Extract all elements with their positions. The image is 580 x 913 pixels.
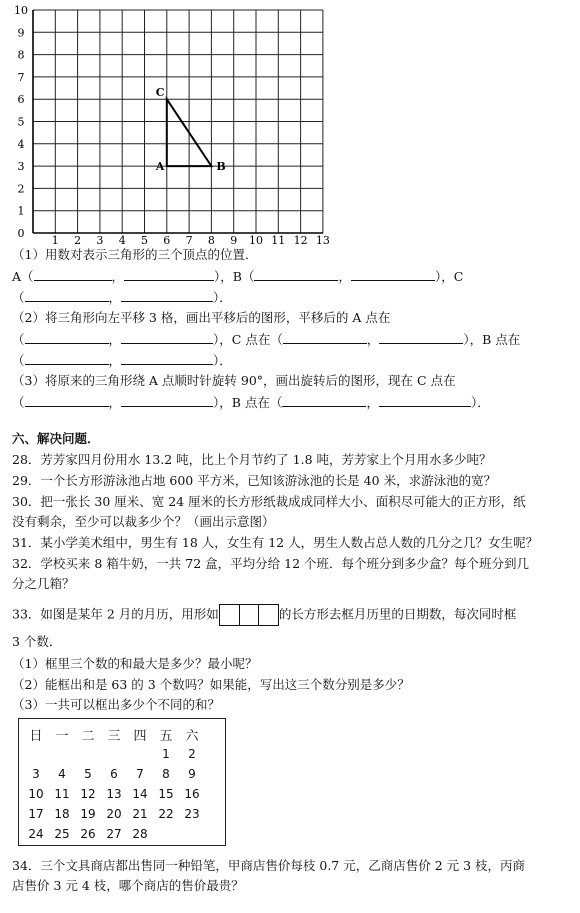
calendar-day: 11: [54, 787, 70, 801]
y-tick-label: 7: [17, 70, 25, 84]
answer-blank[interactable]: [121, 394, 213, 407]
answer-blank[interactable]: [121, 331, 213, 344]
calendar-day: 19: [80, 807, 96, 821]
answer-blank[interactable]: [34, 268, 112, 281]
x-tick-label: 7: [185, 234, 193, 247]
calendar-day: 24: [28, 827, 44, 841]
calendar-day: 26: [80, 827, 96, 841]
calendar-week-row: [23, 747, 205, 761]
y-tick-label: 1: [17, 204, 25, 218]
calendar-weekday: 四: [133, 729, 147, 744]
q1-answer-line-2: （ ， ）．: [12, 290, 232, 305]
q1-answer-line: A（ ， ），B（ ， ），C: [12, 269, 464, 284]
y-tick-label: 6: [17, 93, 25, 107]
calendar-day: 23: [184, 807, 200, 821]
calendar-day: 20: [106, 807, 122, 821]
question-33-part-1: （1）框里三个数的和最大是多少？最小呢？: [12, 656, 258, 671]
calendar-day: 3: [32, 767, 40, 781]
answer-blank[interactable]: [25, 331, 109, 344]
calendar-day: 17: [28, 807, 44, 821]
x-tick-label: 5: [141, 234, 148, 247]
calendar-day: 12: [80, 787, 96, 801]
y-tick-label: 10: [14, 4, 28, 17]
question-32-line-1: 32．学校买来 8 箱牛奶，一共 72 盒，平均分给 12 个班．每个班分到多少盒？每个班分到几: [12, 556, 530, 571]
calendar-weekday: 二: [81, 729, 95, 744]
answer-blank[interactable]: [379, 331, 463, 344]
answer-blank[interactable]: [254, 268, 338, 281]
answer-blank[interactable]: [121, 289, 213, 302]
calendar-week-row: [23, 767, 205, 781]
question-34-line-2: 店售价 3 元 4 枝，哪个商店的售价最贵？: [12, 878, 244, 893]
q1-text: （1）用数对表示三角形的三个顶点的位置．: [12, 247, 258, 262]
coordinate-grid: [0, 0, 340, 250]
q3-text: （3）将原来的三角形绕 A 点顺时针旋转 90°，画出旋转后的图形，现在 C 点在: [12, 373, 456, 388]
x-tick-label: 3: [96, 234, 104, 247]
calendar-day: 25: [54, 827, 70, 841]
y-tick-label: 5: [17, 115, 25, 129]
y-tick-label: 0: [17, 227, 25, 240]
calendar-weekday-header: [23, 725, 205, 744]
calendar-week-row: [23, 787, 205, 801]
question-33-part-3: （3）一共可以框出多少个不同的和？: [12, 697, 220, 712]
calendar-day: 9: [188, 767, 196, 781]
calendar-day: 22: [158, 807, 174, 821]
answer-blank[interactable]: [121, 352, 213, 365]
calendar-day: 27: [106, 827, 122, 841]
y-tick-label: 8: [17, 48, 25, 62]
answer-blank[interactable]: [25, 352, 109, 365]
x-tick-label: 4: [118, 234, 126, 247]
calendar-day: 10: [28, 787, 44, 801]
calendar-day: 16: [184, 787, 200, 801]
calendar-day: 28: [132, 827, 148, 841]
y-tick-label: 2: [17, 182, 25, 196]
q2-answer-line-2: （ ， ）．: [12, 353, 232, 368]
x-tick-label: 2: [74, 234, 82, 247]
calendar-day: 13: [106, 787, 122, 801]
calendar-day: 6: [110, 767, 118, 781]
answer-blank[interactable]: [25, 289, 109, 302]
question-33-part-2: （2）能框出和是 63 的 3 个数吗？如果能，写出这三个数分别是多少？: [12, 677, 410, 692]
calendar-week-row: [23, 807, 205, 821]
calendar-day: 18: [54, 807, 70, 821]
calendar-day: 15: [158, 787, 174, 801]
y-tick-label: 3: [17, 160, 25, 174]
x-tick-label: 12: [293, 234, 308, 247]
frame-shape-icon: [219, 604, 279, 626]
calendar-day: 14: [132, 787, 148, 801]
question-32-line-2: 分之几箱？: [12, 576, 75, 591]
calendar-week-row: [23, 827, 205, 841]
answer-blank[interactable]: [351, 268, 435, 281]
vertex-label: A: [155, 160, 165, 174]
calendar-day: 5: [84, 767, 92, 781]
question-30-line-1: 30．把一张长 30 厘米、宽 24 厘米的长方形纸裁成成同样大小、面积尽可能大的正方形，纸: [12, 494, 526, 509]
question-30-line-2: 没有剩余，至少可以裁多少个？（画出示意图）: [12, 514, 275, 529]
x-tick-label: 8: [207, 234, 215, 247]
answer-blank[interactable]: [25, 394, 109, 407]
q3-answer-line: （ ， ），B 点在（ ， ）．: [12, 395, 490, 410]
x-tick-label: 6: [163, 234, 171, 247]
x-tick-label: 10: [249, 234, 263, 247]
section-title: 六、解决问题．: [12, 431, 100, 446]
question-29: 29．一个长方形游泳池占地 600 平方米，已知该游泳池的长是 40 米，求游泳池的宽？: [12, 473, 497, 488]
answer-blank[interactable]: [379, 394, 471, 407]
x-tick-label: 11: [271, 234, 286, 247]
calendar-weekday: 六: [185, 729, 199, 744]
calendar-weekday: 一: [55, 729, 69, 744]
calendar-weekday: 五: [159, 729, 173, 744]
y-tick-label: 9: [17, 26, 25, 40]
vertex-label: C: [155, 86, 165, 100]
question-28: 28．芳芳家四月份用水 13.2 吨，比上个月节约了 1.8 吨，芳芳家上个月用水多少吨？: [12, 452, 492, 467]
calendar-day: 21: [132, 807, 148, 821]
calendar-day: 7: [136, 767, 144, 781]
vertex-label: B: [216, 160, 226, 174]
y-tick-label: 4: [17, 137, 25, 151]
x-tick-label: 1: [51, 234, 59, 247]
calendar-day: 8: [162, 767, 170, 781]
x-tick-label: 13: [315, 234, 330, 247]
calendar-weekday: 三: [107, 729, 121, 744]
question-34-line-1: 34．三个文具商店都出售同一种铅笔，甲商店售价每枝 0.7 元，乙商店售价 2 元 3 枝，丙商: [12, 858, 526, 873]
question-31: 31．某小学美术组中，男生有 18 人，女生有 12 人，男生人数占总人数的几分之几？女生呢？: [12, 535, 539, 550]
question-33-line-2: 3 个数．: [12, 634, 62, 649]
calendar-day: 4: [58, 767, 66, 781]
x-tick-label: 9: [230, 234, 238, 247]
calendar-day: 1: [162, 747, 170, 761]
question-33-line-1: 33．如图是某年 2 月的月历，用形如 的长方形去框月历里的日期数，每次同时框: [12, 604, 516, 626]
calendar-day: 2: [188, 747, 196, 761]
q2-text: （2）将三角形向左平移 3 格，画出平移后的图形，平移后的 A 点在: [12, 310, 391, 325]
calendar-weekday: 日: [29, 729, 43, 744]
answer-blank[interactable]: [283, 331, 367, 344]
answer-blank[interactable]: [282, 394, 366, 407]
q2-answer-line: （ ， ），C 点在（ ， ），B 点在: [12, 332, 521, 347]
february-calendar: [18, 718, 226, 846]
answer-blank[interactable]: [124, 268, 214, 281]
